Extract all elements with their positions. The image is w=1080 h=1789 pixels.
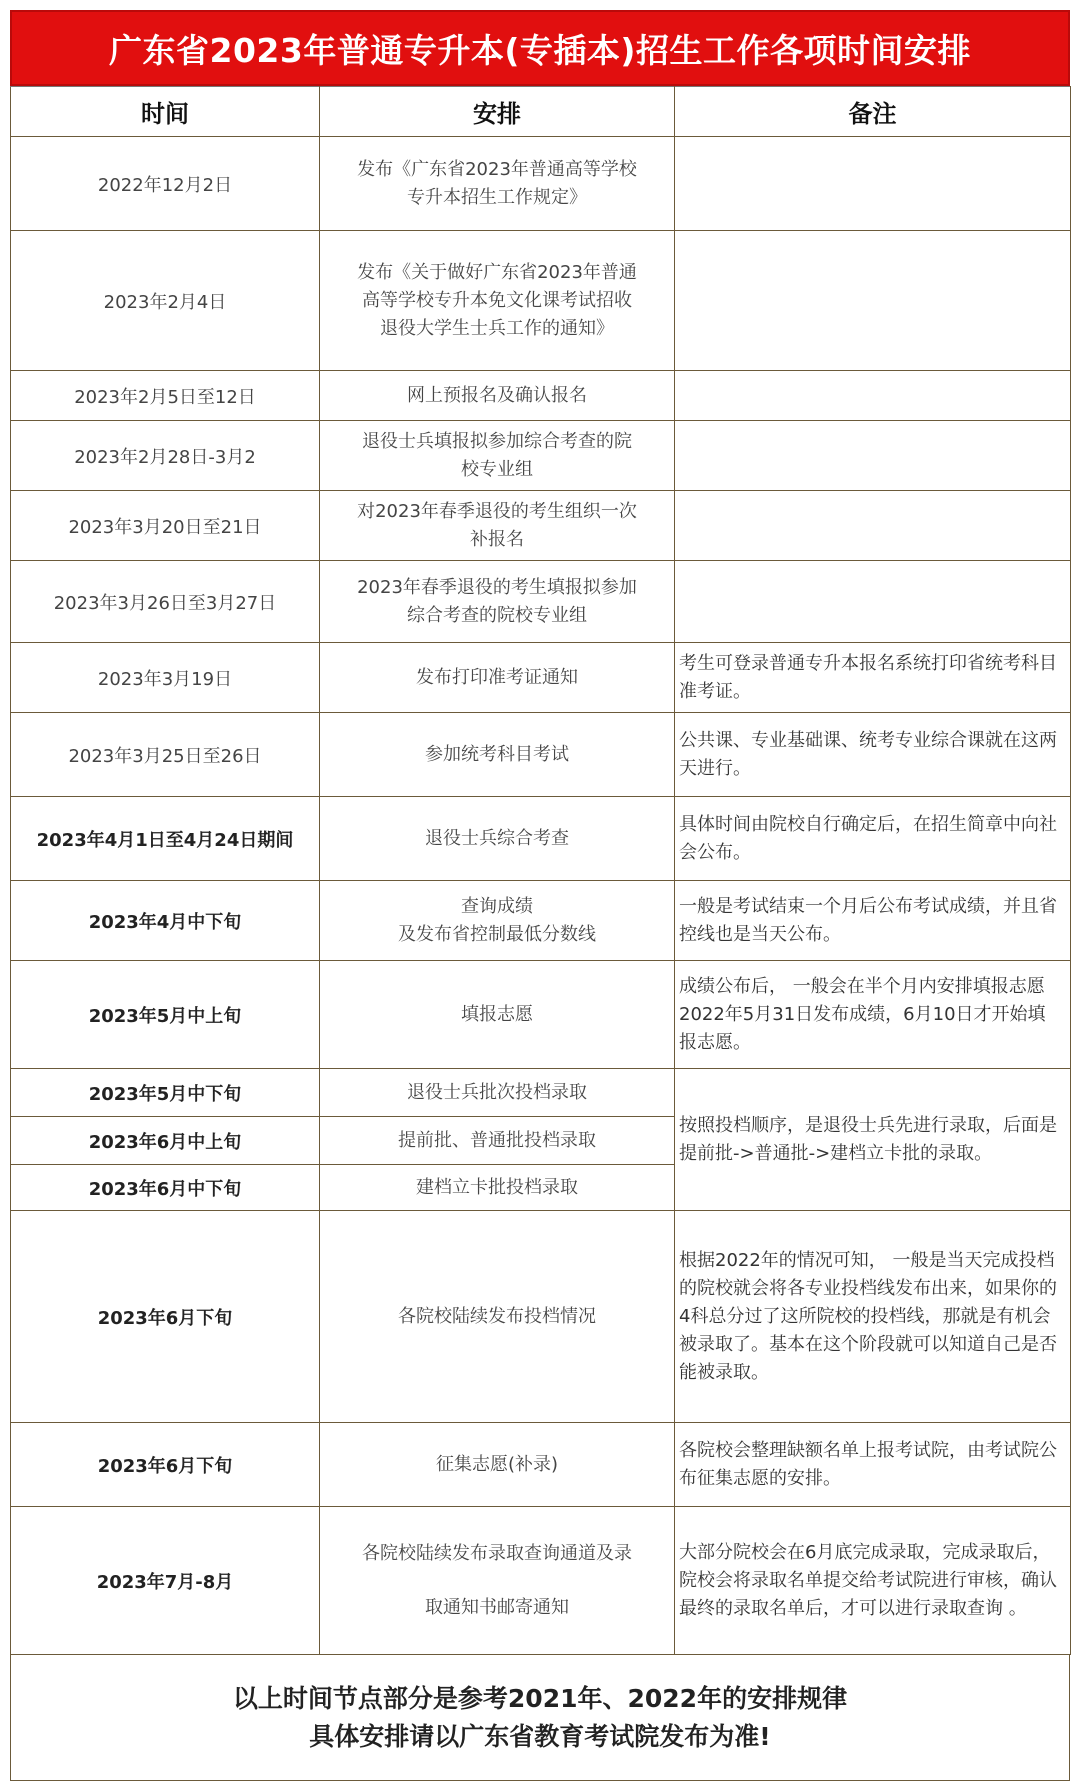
footer-line: 具体安排请以广东省教育考试院发布为准!: [309, 1721, 771, 1751]
header-time: 时间: [11, 87, 320, 137]
note-cell: 大部分院校会在6月底完成录取，完成录取后，院校会将录取名单提交给考试院进行审核，确认最终的录取名单后，才可以进行录取查询 。: [675, 1507, 1071, 1655]
table-row: [11, 421, 1071, 491]
note-cell: 根据2022年的情况可知， 一般是当天完成投档的院校就会将各专业投档线发布出来，如果你的4科总分过了这所院校的投档线，那就是有机会被录取了。基本在这个阶段就可以知道自己是否能被录取。: [675, 1211, 1071, 1423]
plan-cell: [320, 421, 675, 491]
plan-line: 对2023年春季退役的考生组织一次: [357, 500, 637, 522]
plan-line: 各院校陆续发布投档情况: [398, 1305, 596, 1327]
header-plan: 安排: [320, 87, 675, 137]
plan-cell: [320, 1423, 675, 1507]
time-cell: 2023年6月中上旬: [11, 1117, 320, 1165]
table-row: [11, 1507, 1071, 1655]
footer-line: 以上时间节点部分是参考2021年、2022年的安排规律: [232, 1683, 848, 1713]
time-cell: 2023年4月1日至4月24日期间: [11, 797, 320, 881]
header-note: 备注: [675, 87, 1071, 137]
plan-line: 综合考查的院校专业组: [407, 604, 587, 626]
plan-line: 填报志愿: [461, 1003, 533, 1025]
plan-cell: [320, 643, 675, 713]
plan-cell: [320, 231, 675, 371]
table-row: [11, 1211, 1071, 1423]
plan-line: 查询成绩: [461, 895, 533, 917]
table-row: [11, 797, 1071, 881]
plan-line: 各院校陆续发布录取查询通道及录: [362, 1542, 632, 1564]
plan-line: 退役士兵批次投档录取: [407, 1081, 587, 1103]
note-cell: 具体时间由院校自行确定后，在招生简章中向社会公布。: [675, 797, 1071, 881]
note-cell: 按照投档顺序，是退役士兵先进行录取，后面是提前批->普通批->建档立卡批的录取。: [675, 1069, 1071, 1211]
plan-line: 退役大学生士兵工作的通知》: [380, 317, 614, 339]
plan-cell: [320, 137, 675, 231]
plan-line: 及发布省控制最低分数线: [398, 923, 596, 945]
time-cell: 2023年7月-8月: [11, 1507, 320, 1655]
time-cell: 2022年12月2日: [11, 137, 320, 231]
note-cell: 考生可登录普通专升本报名系统打印省统考科目准考证。: [675, 643, 1071, 713]
time-cell: 2023年2月5日至12日: [11, 371, 320, 421]
plan-cell: [320, 797, 675, 881]
plan-line: 参加统考科目考试: [425, 743, 569, 765]
table-header-row: [11, 87, 1071, 137]
note-cell: 一般是考试结束一个月后公布考试成绩，并且省控线也是当天公布。: [675, 881, 1071, 961]
plan-line: 征集志愿(补录): [435, 1453, 559, 1475]
table-row: [11, 881, 1071, 961]
note-cell: [675, 137, 1071, 231]
time-cell: 2023年6月中下旬: [11, 1165, 320, 1211]
note-cell: 各院校会整理缺额名单上报考试院，由考试院公布征集志愿的安排。: [675, 1423, 1071, 1507]
plan-cell: [320, 1117, 675, 1165]
schedule-sheet: [10, 10, 1070, 1781]
time-cell: 2023年5月中下旬: [11, 1069, 320, 1117]
plan-cell: [320, 1507, 675, 1655]
plan-line: 建档立卡批投档录取: [416, 1176, 578, 1198]
plan-cell: [320, 491, 675, 561]
plan-line: 补报名: [470, 528, 524, 550]
plan-cell: [320, 561, 675, 643]
time-cell: 2023年3月25日至26日: [11, 713, 320, 797]
plan-line: 发布《关于做好广东省2023年普通: [357, 261, 637, 283]
table-row: [11, 137, 1071, 231]
note-cell: 公共课、专业基础课、统考专业综合课就在这两天进行。: [675, 713, 1071, 797]
schedule-table: [10, 86, 1071, 1655]
time-cell: 2023年6月下旬: [11, 1423, 320, 1507]
time-cell: 2023年3月26日至3月27日: [11, 561, 320, 643]
table-row: [11, 713, 1071, 797]
plan-line: 提前批、普通批投档录取: [398, 1129, 596, 1151]
time-cell: 2023年2月28日-3月2: [11, 421, 320, 491]
time-cell: 2023年5月中上旬: [11, 961, 320, 1069]
table-row: [11, 561, 1071, 643]
note-cell: [675, 491, 1071, 561]
plan-line: 网上预报名及确认报名: [407, 384, 587, 406]
plan-line: 高等学校专升本免文化课考试招收: [362, 289, 632, 311]
table-row: [11, 961, 1071, 1069]
table-row: [11, 1069, 1071, 1117]
table-row: [11, 491, 1071, 561]
table-row: [11, 231, 1071, 371]
time-cell: 2023年6月下旬: [11, 1211, 320, 1423]
plan-line: 退役士兵综合考查: [425, 827, 569, 849]
page-title: 广东省2023年普通专升本(专插本)招生工作各项时间安排: [10, 10, 1070, 86]
plan-cell: [320, 881, 675, 961]
note-cell: [675, 231, 1071, 371]
plan-line: 校专业组: [461, 458, 533, 480]
table-row: [11, 643, 1071, 713]
note-cell: [675, 561, 1071, 643]
table-row: [11, 371, 1071, 421]
plan-line: 专升本招生工作规定》: [407, 186, 587, 208]
plan-cell: [320, 713, 675, 797]
time-cell: 2023年2月4日: [11, 231, 320, 371]
note-cell: [675, 421, 1071, 491]
time-cell: 2023年4月中下旬: [11, 881, 320, 961]
footer-note: [10, 1655, 1070, 1781]
plan-line: 发布打印准考证通知: [416, 666, 578, 688]
plan-line: 退役士兵填报拟参加综合考查的院: [362, 430, 632, 452]
plan-cell: [320, 1211, 675, 1423]
time-cell: 2023年3月19日: [11, 643, 320, 713]
time-cell: 2023年3月20日至21日: [11, 491, 320, 561]
plan-cell: [320, 1165, 675, 1211]
plan-cell: [320, 371, 675, 421]
plan-line: 取通知书邮寄通知: [425, 1596, 569, 1618]
plan-cell: [320, 1069, 675, 1117]
note-cell: [675, 371, 1071, 421]
plan-cell: [320, 961, 675, 1069]
plan-line: 发布《广东省2023年普通高等学校: [357, 158, 637, 180]
note-cell: 成绩公布后， 一般会在半个月内安排填报志愿2022年5月31日发布成绩，6月10日才开始填报志愿。: [675, 961, 1071, 1069]
plan-line: 2023年春季退役的考生填报拟参加: [357, 576, 637, 598]
table-row: [11, 1423, 1071, 1507]
